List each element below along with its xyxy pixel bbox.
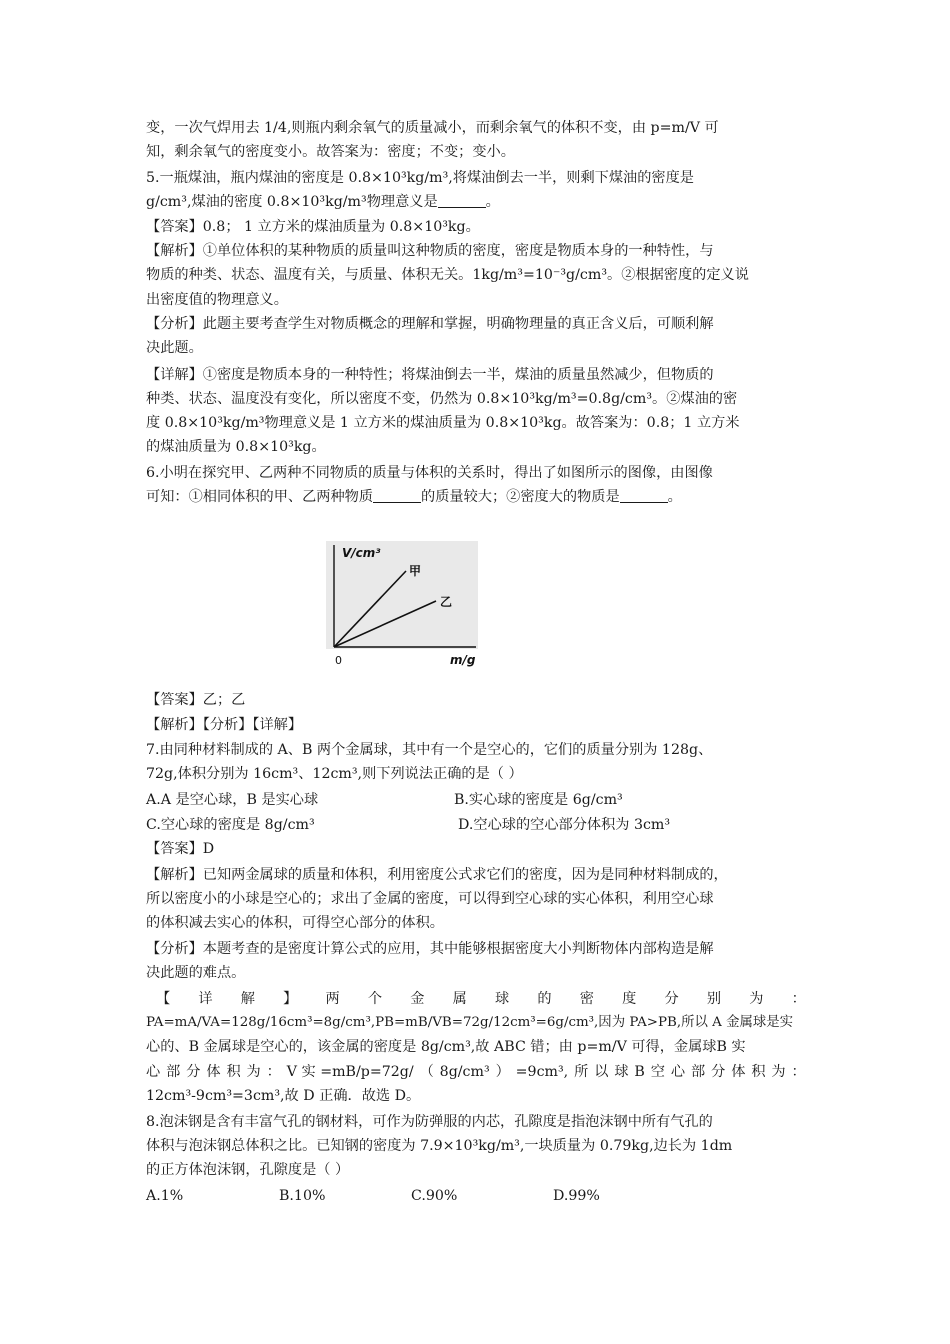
text-span: 可知：①相同体积的甲、乙两种物质 — [146, 489, 374, 505]
answer-blank — [620, 488, 668, 503]
char: 以 — [594, 1064, 609, 1080]
question-8-cont: 的正方体泡沫钢，孔隙度是（ ） — [146, 1162, 350, 1178]
option-a: A.A 是空心球，B 是实心球 — [146, 792, 319, 808]
option-c: C.空心球的密度是 8g/cm³ — [146, 817, 315, 833]
y-axis-label: V/cm³ — [342, 546, 381, 560]
char: 两 — [325, 991, 340, 1007]
char: 部 — [690, 1064, 706, 1080]
char: =9cm³, — [515, 1064, 569, 1080]
option-c: C.90% — [411, 1188, 458, 1204]
char: 心 — [146, 1064, 161, 1080]
char: 个 — [367, 991, 383, 1007]
text-line: 出密度值的物理意义。 — [146, 292, 288, 308]
justified-line — [146, 1060, 806, 1084]
volume-mass-graph — [326, 541, 486, 669]
text-line: 的体积减去实心的体积，可得空心部分的体积。 — [146, 915, 444, 931]
text-line: PA=mA/VA=128g/16cm³=8g/cm³,PB=mB/VB=72g/12cm³=6g/cm³,因为 PA>PB,所以 A 金属球是实 — [146, 1015, 794, 1030]
char: ） — [495, 1064, 510, 1080]
answer-blank — [438, 193, 486, 208]
char: 详 — [198, 991, 213, 1007]
char: 度 — [622, 991, 637, 1007]
char: 为 — [749, 991, 764, 1007]
detail-justified-line — [156, 987, 806, 1011]
char: 分 — [186, 1064, 201, 1080]
text-line: 所以密度小的小球是空心的；求出了金属的密度，可以得到空心球的实心体积，利用空心球 — [146, 891, 714, 907]
question-5-cont — [146, 190, 500, 214]
char: ： — [266, 1064, 281, 1080]
detail-line: 【详解】①密度是物质本身的一种特性；将煤油倒去一半，煤油的质量虽然减少，但物质的 — [146, 367, 714, 383]
char: V 实 =mB/p=72g/ — [286, 1064, 414, 1080]
analysis-line: 【分析】本题考查的是密度计算公式的应用，其中能够根据密度大小判断物体内部构造是解 — [146, 941, 714, 957]
char: B — [634, 1064, 645, 1080]
char: 部 — [166, 1064, 181, 1080]
char: ： — [791, 991, 806, 1007]
char: 体 — [731, 1064, 746, 1080]
text-line: 物质的种类、状态、温度有关，与质量、体积无关。1kg/m³=10⁻³g/cm³。②根据密度的定义说 — [146, 267, 749, 283]
analysis-line: 【分析】此题主要考查学生对物质概念的理解和掌握，明确物理量的真正含义后，可顺利解 — [146, 316, 714, 332]
char: 的 — [537, 991, 552, 1007]
text-line: 度 0.8×10³kg/m³物理意义是 1 立方米的煤油质量为 0.8×10³kg。故答案为：0.8；1 立方米 — [146, 415, 740, 431]
char: 密 — [579, 991, 594, 1007]
char: 别 — [706, 991, 722, 1007]
char: 球 — [495, 991, 510, 1007]
option-d: D.99% — [553, 1188, 600, 1204]
graph-svg — [326, 541, 486, 669]
char: 积 — [226, 1064, 241, 1080]
text-line: 种类、状态、温度没有变化，所以密度不变，仍然为 0.8×10³kg/m³=0.8g/cm³。②煤油的密 — [146, 391, 738, 407]
text-line: 决此题。 — [146, 340, 203, 356]
question-7-cont: 72g,体积分别为 16cm³、12cm³,则下列说法正确的是（ ） — [146, 766, 523, 782]
answer-line: 【答案】D — [146, 841, 215, 857]
char: 球 — [614, 1064, 629, 1080]
char: 属 — [452, 991, 467, 1007]
origin-label: 0 — [335, 654, 342, 667]
text-line: 决此题的难点。 — [146, 965, 246, 981]
answer-line: 【答案】0.8； 1 立方米的煤油质量为 0.8×10³kg。 — [146, 219, 480, 235]
char: 所 — [574, 1064, 589, 1080]
text-span: 。 — [485, 194, 500, 210]
text-line: 12cm³-9cm³=3cm³,故 D 正确．故选 D。 — [146, 1088, 421, 1104]
answer-blank — [373, 488, 421, 503]
char: 为 — [771, 1064, 786, 1080]
text-line: 变，一次气焊用去 1/4,则瓶内剩余氧气的质量减小，而剩余氧气的体积不变，由 p=m/V 可 — [146, 120, 719, 136]
char: 空 — [650, 1064, 665, 1080]
char: 【 — [156, 991, 171, 1007]
char: 分 — [711, 1064, 726, 1080]
question-7: 7.由同种材料制成的 A、B 两个金属球，其中有一个是空心的，它们的质量分别为 128g、 — [146, 742, 713, 758]
x-axis-label: m/g — [450, 653, 476, 667]
char: 体 — [206, 1064, 221, 1080]
char: ： — [791, 1064, 806, 1080]
question-6-cont — [146, 485, 682, 509]
text-span: g/cm³,煤油的密度 0.8×10³kg/m³物理意义是 — [146, 194, 438, 210]
char: 8g/cm³ — [439, 1064, 490, 1080]
analysis-line: 【解析】①单位体积的某种物质的质量叫这种物质的密度，密度是物质本身的一种特性，与 — [146, 243, 714, 259]
char: （ — [419, 1064, 434, 1080]
option-b: B.10% — [279, 1188, 326, 1204]
question-8-cont: 体积与泡沫钢总体积之比。已知钢的密度为 7.9×10³kg/m³,一块质量为 0.79kg,边长为 1dm — [146, 1138, 733, 1154]
char: 心 — [670, 1064, 686, 1080]
text-line: 心的、B 金属球是空心的，该金属的密度是 8g/cm³,故 ABC 错；由 p=m/V 可得，金属球B 实 — [146, 1039, 746, 1055]
option-a: A.1% — [146, 1188, 184, 1204]
char: 解 — [240, 991, 255, 1007]
question-8: 8.泡沫钢是含有丰富气孔的钢材料，可作为防弹服的内芯，孔隙度是指泡沫钢中所有气孔的 — [146, 1114, 713, 1130]
question-5: 5.一瓶煤油，瓶内煤油的密度是 0.8×10³kg/m³,将煤油倒去一半，则剩下煤油的密度是 — [146, 170, 694, 186]
char: 为 — [246, 1064, 261, 1080]
text-line: 的煤油质量为 0.8×10³kg。 — [146, 439, 326, 455]
option-d: D.空心球的空心部分体积为 3cm³ — [458, 817, 671, 833]
char: 】 — [283, 991, 298, 1007]
char: 积 — [751, 1064, 766, 1080]
analysis-line: 【解析】已知两金属球的质量和体积，利用密度公式求它们的密度，因为是同种材料制成的， — [146, 867, 728, 883]
answer-line: 【答案】乙；乙 — [146, 692, 246, 708]
text-span: 的质量较大；②密度大的物质是 — [421, 489, 620, 505]
question-6: 6.小明在探究甲、乙两种不同物质的质量与体积的关系时，得出了如图所示的图像，由图像 — [146, 465, 713, 481]
option-b: B.实心球的密度是 6g/cm³ — [454, 792, 623, 808]
series-label-jia: 甲 — [409, 564, 422, 578]
analysis-line: 【解析】【分析】【详解】 — [146, 717, 303, 733]
series-label-yi: 乙 — [440, 595, 453, 609]
text-span: 。 — [667, 489, 682, 505]
text-line: 知，剩余氧气的密度变小。故答案为：密度；不变；变小。 — [146, 144, 515, 160]
char: 金 — [410, 991, 425, 1007]
char: 分 — [664, 991, 679, 1007]
